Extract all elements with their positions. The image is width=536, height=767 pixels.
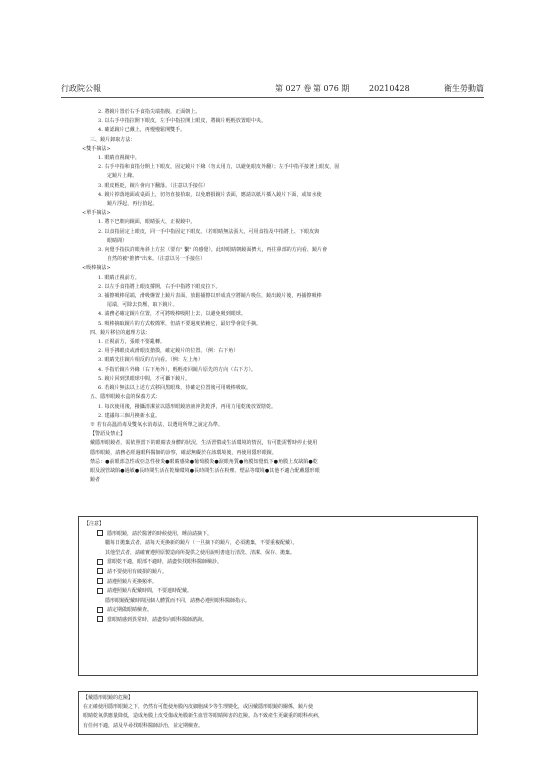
body-line: 3. 眼皮輕眨，鏡片會向下翻落。（注意以手接住） — [98, 182, 209, 189]
notice-line — [79, 558, 477, 568]
body-line: 3. 向覺手指扶許眼角斜上方拉（要有" 繫" 的感覺），此時眼睛朝鏡面擠大，再往鼻部的方向看，鏡片會 — [98, 247, 328, 254]
body-line: 5. 吸棒摘取鏡片的方式較簡單，但請不要過度依賴它，最好學會徒手摘。 — [98, 320, 262, 327]
body-line: <單手摘法> — [82, 210, 111, 217]
notice-line — [79, 597, 477, 607]
body-line: ※ 若有高溫消毒及雙氧水消毒法，以選用所單之說定為準。 — [90, 421, 223, 428]
body-line: 眼及淚管缺陷●過敏●長時間生活在乾燥環境●長時間生活在粉塵、煙品等環境●其他不適合配戴隱形眼 — [90, 467, 320, 474]
body-line: 禁忌：●前眼部急性或亞急性發炎●眼睛感染●葡萄膜炎●淚眼角質●角膜知覺低下●角膜上皮缺陷●乾 — [90, 458, 318, 465]
body-line: 【警語及禁止】 — [90, 431, 126, 438]
gazette-header — [61, 81, 484, 97]
notice-line — [79, 549, 477, 559]
body-line: 四、鏡片移位的處理方法： — [90, 329, 151, 336]
body-line: 1. 每次使用後，撥攝清潔並以隱形眼鏡溶液沖洗乾淨，再用力甩乾後放置陰乾。 — [98, 403, 277, 410]
body-line: <吸棒摘法> — [82, 265, 111, 272]
risk-line: 在正確使用隱形眼鏡之下，仍然有可能使角膜內皮細胞減少等生理變化，或因戴隱形眼鏡的關係，鏡片使 — [83, 704, 314, 711]
body-line: 眼睛間） — [107, 237, 128, 244]
notice-line-text: 隱形眼鏡，請於醫著的時候使用，睡前請摘下。 — [107, 530, 213, 537]
notice-line-text: 當眼乾不適，眼部不適時，請盡快找眼科醫師檢診。 — [107, 559, 223, 566]
risk-line: 眼睛乾氧供應量降低，造成角膜上皮受傷或角膜新生血管等眼睛障害的危險。為不致產生更嚴重的眼科疾病， — [83, 713, 324, 720]
risk-line: 有任何不適，請及早尋找眼科醫師診治，並定期檢查。 — [83, 722, 204, 729]
body-line: 定鏡片上緣。 — [107, 173, 138, 180]
body-line: 自然的被"推擠"出來。（注意以另一手接住） — [107, 256, 206, 263]
body-line: 2. 以左手食指將上眼皮撐開，右手中指將下眼皮拉下。 — [98, 283, 221, 290]
body-line: 三、鏡片卸取方法： — [90, 136, 136, 143]
section-name: 衛生勞動篇 — [444, 84, 484, 93]
issue-number: 第 076 期 — [313, 84, 350, 93]
checkbox-icon — [97, 530, 103, 536]
notice-line — [79, 616, 477, 626]
body-line: 隱形眼鏡，請務必經過眼科醫師的診察，確認無礙於在該環境後，再使用隱形眼鏡。 — [90, 449, 277, 456]
body-line: 3. 以右手中指拉開下眼皮，左手中指拉開上眼皮，將鏡片輕輕放置眼中央。 — [98, 118, 267, 125]
checkbox-icon — [97, 616, 103, 622]
publish-date: 20210428 — [369, 84, 410, 93]
notice-line — [79, 606, 477, 616]
instructions-body — [82, 108, 472, 485]
notice-line-text: 當眼睛感到異常時，請盡快向眼科醫師諮詢。 — [107, 616, 208, 623]
notice-line — [79, 587, 477, 597]
checkbox-icon — [97, 588, 103, 594]
checkbox-icon — [97, 607, 103, 613]
notice-line — [79, 578, 477, 588]
notice-line — [79, 539, 477, 549]
notice-box — [78, 516, 478, 676]
body-line: 4. 手指於鏡片外緣（右下角外），輕輕產回鏡片原先的方向（右下方）。 — [98, 366, 257, 373]
notice-line-text: 請不要使用有破損的鏡片。 — [107, 568, 168, 575]
notice-line — [79, 568, 477, 578]
body-line: 2. 建議每三個月換新水盒。 — [98, 412, 161, 419]
notice-title: 【注意】 — [84, 521, 105, 527]
body-line: 4. 鏡片掉落地面或桌面上，切勿直接拾取，以免磨損鏡片表面，應請以紙片插入鏡片下面，或如水使 — [98, 191, 322, 198]
body-line: 3. 眼睛先往鏡片相反的方向看。（例：左上角） — [98, 357, 204, 364]
body-line: 1. 眼睛直視鏡中。 — [98, 155, 140, 162]
body-line: 2. 以食指固定上眼皮，同一手中指固定下眼皮。（若眼睛無法張大，可用食指及中指將上、下眼皮與 — [98, 228, 320, 235]
notice-line-text: 其他型式者，請確實遵照原製造商所提供之使用說明書進行清洗、清潔、保存、拋棄。 — [105, 549, 296, 556]
body-line: 1. 將下巴朝向鏡面，眼睛張大，正視鏡中。 — [98, 219, 196, 226]
notice-line — [79, 530, 477, 540]
body-line: 6. 若鏡片無法以上述方式移回黑眼珠，待確定位置後可用吸棒吸取。 — [98, 385, 251, 392]
volume-number: 第 027 卷 — [275, 84, 312, 93]
notice-line-text: 隱形眼鏡配戴時間因個人體質而不同，請務必遵照眼科醫師指示。 — [105, 597, 251, 604]
checkbox-icon — [97, 578, 103, 584]
risk-title: 【戴隱形眼鏡的危險】 — [83, 695, 134, 701]
body-line: 尾端，可除去負壓，取下鏡片。 — [107, 302, 178, 309]
body-line: 2. 將鏡片置於右手食指尖端指腹，正面朝上。 — [98, 109, 201, 115]
notice-line-text: 請定期做眼睛檢查。 — [107, 607, 153, 614]
body-line: 鏡者 — [90, 477, 101, 484]
gazette-title: 行政院公報 — [61, 84, 101, 93]
body-line: 1. 眼睛正視前方。 — [98, 274, 140, 281]
body-line: 1. 正視前方，張眼不要亂轉。 — [98, 339, 166, 346]
body-line: <雙手摘法> — [82, 145, 111, 152]
notice-line-text: 請遵照鏡片配戴時間，不要連時配戴。 — [107, 588, 193, 595]
body-line: 鏡片浮起，再行拾起。 — [107, 201, 158, 208]
notice-line-text: 請遵照鏡片更換頻率。 — [107, 578, 158, 585]
checkbox-icon — [97, 568, 103, 574]
body-line: 3. 捕擦吸棒尾端，滑吸盤置上鏡片表面，放鬆捕擦以形成真空將鏡片吸住，鏡出鏡片後，再捕擦吸棒 — [98, 293, 322, 300]
body-line: 2. 用手拂眼皮或滑眼皮搶摸，確定鏡片的位置。（例：右下角） — [98, 348, 239, 355]
body-line: 戴隱形眼鏡者，需依照當下的眼睛表身體的狀況，生活習慣或生活環境的情況，有可能需暫時停止使用 — [90, 440, 318, 447]
body-line: 5. 鏡片回到黑眼球中間，才可攝下鏡片。 — [98, 375, 191, 382]
body-line: 2. 右手中指和食指分開上下眼皮，固定鏡片下緣（勿太用力，以避免眼皮外翻）；左手中指平接著上眼皮，固 — [98, 164, 340, 171]
body-line: 4. 請務必確定鏡片位置，才可將吸棒吸附上去，以避免吸到眼球。 — [98, 311, 246, 318]
checkbox-icon — [97, 559, 103, 565]
notice-line-text: 屬每日拋棄式者，請每天更換新的鏡片（一旦摘下的鏡片，必須拋棄，不要重複配戴）。 — [105, 540, 298, 547]
header-rule — [61, 97, 484, 98]
risk-box — [78, 691, 478, 735]
body-line: 4. 確認鏡片已戴上，再慢慢鬆開雙手。 — [98, 127, 186, 134]
body-line: 五、隱形眼鏡水盒的保養方式： — [90, 394, 161, 401]
